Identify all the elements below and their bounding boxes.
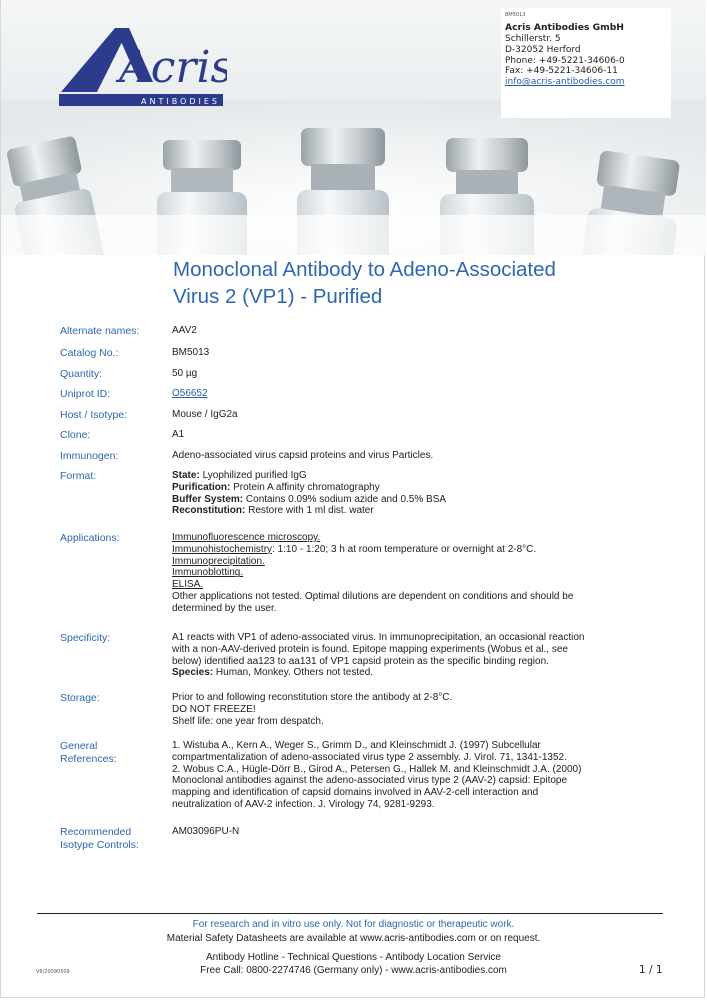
field-value: A1 xyxy=(172,429,185,440)
street-address: Schillerstr. 5 xyxy=(505,34,561,44)
field-value: Adeno-associated virus capsid proteins and virus Particles. xyxy=(172,450,434,461)
application-link-ip[interactable]: Immunoprecipitation. xyxy=(172,555,265,567)
application-link-elisa[interactable]: ELISA. xyxy=(172,579,204,591)
field-label: Immunogen: xyxy=(60,450,119,462)
field-value: 1. Wistuba A., Kern A., Weger S., Grimm D., and Kleinschmidt J. (1997) Subcellular compartmentalization of adeno-associated virus type 2 assembly. J. Virol. 71, 1341-1352. 2. Wobus C.A., Hügle-Dörr B., Girod A., Petersen G., Hallek M. and Kleinschmidt J.A. (2000) Monoclonal antibodies against the adeno-associated virus type 2 (AAV-2) capsid: Epitope mapping and identification of capsid domains involved in AAV-2-cell interaction and neutralization of AAV-2 infection. J. Virology 74, 9281-9293. xyxy=(172,740,582,810)
field-value: State: Lyophilized purified IgG Purification: Protein A affinity chromatography Buffer System: Contains 0.09% sodium azide and 0.5% BSA Reconstitution: Restore with 1 ml dist. water xyxy=(172,470,447,517)
phone-number: Phone: +49-5221-34606-0 xyxy=(505,55,625,66)
footer-free-call: Free Call: 0800-2274746 (Germany only) - www.acris-antibodies.com xyxy=(200,965,507,976)
header-banner xyxy=(1,0,706,255)
field-label: Applications: xyxy=(60,532,120,544)
field-label: Storage: xyxy=(60,692,100,704)
field-label: Alternate names: xyxy=(60,325,140,337)
doc-code: BM5013 xyxy=(505,12,526,18)
field-label: Uniprot ID: xyxy=(60,388,111,400)
title-line-1: Monoclonal Antibody to Adeno-Associated xyxy=(173,258,556,281)
fax-number: Fax: +49-5221-34606-11 xyxy=(505,66,618,77)
footer-divider xyxy=(37,913,663,914)
field-label: Clone: xyxy=(60,429,91,441)
city-address: D-32052 Herford xyxy=(505,44,581,55)
field-label: General References: xyxy=(60,740,117,765)
acris-logo-icon xyxy=(57,20,227,110)
application-link-ihc[interactable]: Immunohistochemistry xyxy=(172,543,273,555)
footer-msds: Material Safety Datasheets are available at www.acris-antibodies.com or on request. xyxy=(166,933,541,944)
field-label: Format: xyxy=(60,470,97,482)
field-label: Host / Isotype: xyxy=(60,409,128,421)
field-label: Catalog No.: xyxy=(60,347,119,359)
application-link-ib[interactable]: Immunoblotting. xyxy=(172,567,244,579)
field-label: Quantity: xyxy=(60,368,103,380)
field-value: AAV2 xyxy=(172,325,197,336)
footer-hotline: Antibody Hotline - Technical Questions - Antibody Location Service xyxy=(206,952,501,963)
field-value: Immunofluorescence microscopy. Immunohistochemistry: 1:10 - 1:20; 3 h at room temperature or overnight at 2-8°C. Immunoprecipitation. Immunoblotting. ELISA. Other applications not tested. Optimal dilutions are dependent on conditions and should be determined by the user. xyxy=(172,532,574,614)
company-logo xyxy=(57,20,227,110)
email-link[interactable]: info@acris-antibodies.com xyxy=(505,77,625,88)
field-value: Mouse / IgG2a xyxy=(172,409,238,420)
field-label: Specificity: xyxy=(60,632,111,644)
field-value: Prior to and following reconstitution store the antibody at 2-8°C. DO NOT FREEZE! Shelf life: one year from despatch. xyxy=(172,692,453,727)
field-value: AM03096PU-N xyxy=(172,826,240,837)
logo-wordmark: Acris xyxy=(119,42,227,93)
version-code: V6/20090509 xyxy=(36,969,70,975)
uniprot-link[interactable]: O56652 xyxy=(172,388,208,399)
footer-disclaimer: For research and in vitro use only. Not for diagnostic or therapeutic work. xyxy=(192,919,515,930)
product-title xyxy=(173,256,643,310)
field-value: BM5013 xyxy=(172,347,210,358)
logo-subtext: ANTIBODIES xyxy=(141,97,220,106)
field-label: Recommended Isotype Controls: xyxy=(60,826,139,851)
company-name: Acris Antibodies GmbH xyxy=(505,22,624,33)
title-line-2: Virus 2 (VP1) - Purified xyxy=(173,285,383,308)
page-number: 1 / 1 xyxy=(639,964,663,976)
field-value: A1 reacts with VP1 of adeno-associated virus. In immunoprecipitation, an occasional reaction with a non-AAV-derived protein is found. Epitope mapping experiments (Wobus et al., see below) identified aa123 to aa131 of VP1 capsid protein as the specific binding region. Species: Human, Monkey. Others not tested. xyxy=(172,632,585,679)
application-link-if[interactable]: Immunofluorescence microscopy. xyxy=(172,532,321,543)
contact-block xyxy=(501,8,671,118)
field-value: 50 µg xyxy=(172,368,198,379)
